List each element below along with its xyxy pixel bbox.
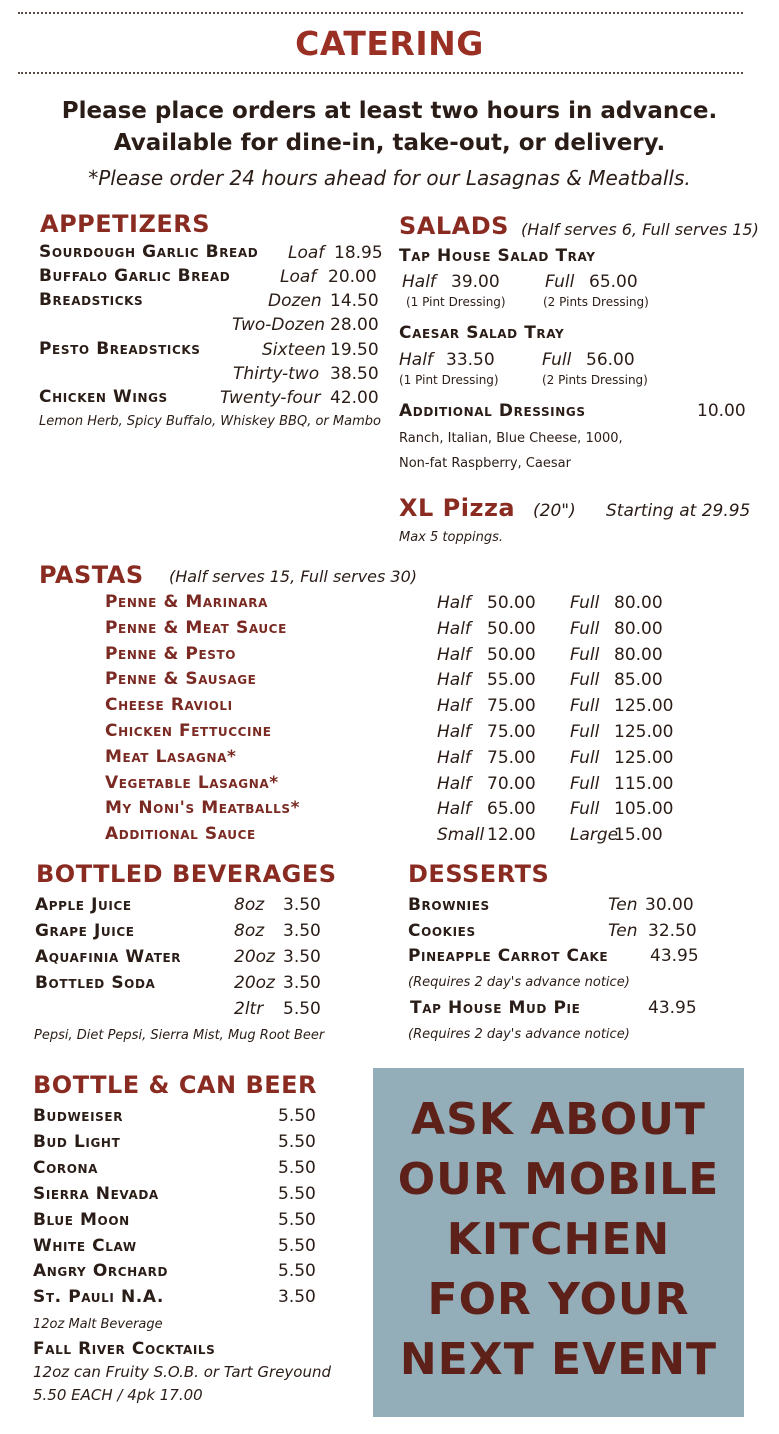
list-item: Sierra Nevada [33,1183,159,1204]
list-item: Penne & Sausage [105,669,257,690]
advance-notice-note: (Requires 2 day's advance notice) [408,1027,630,1042]
list-item: Brownies [408,895,490,915]
list-item: Bottled Soda [35,973,156,993]
pizza-note: Max 5 toppings. [399,530,503,545]
item-size: 2ltr [234,999,264,1019]
item-price: 15.00 [614,825,663,846]
half-label: Half [399,350,433,370]
additional-dressings: Additional Dressings [399,401,586,421]
item-price: 50.00 [487,644,536,665]
item-price: 55.00 [487,670,536,691]
pastas-title: PASTAS [39,561,144,589]
item-price: 75.00 [487,722,536,742]
dressings-price: 10.00 [697,401,746,421]
item-size: 20oz [234,947,275,967]
desserts-title: DESSERTS [408,860,550,888]
list-item: Vegetable Lasagna* [105,772,279,793]
list-item: Meat Lasagna* [105,746,237,767]
list-item: Breadsticks [39,290,144,310]
wings-flavors-note: Lemon Herb, Spicy Buffalo, Whiskey BBQ, or Mambo [39,414,381,429]
item-price: 12.00 [487,825,536,846]
item-price: 80.00 [614,593,663,613]
size-label: Half [437,670,471,691]
item-price: 3.50 [283,921,321,941]
item-price: 43.95 [648,998,697,1018]
pastas-serving-note: (Half serves 15, Full serves 30) [169,567,418,586]
item-price: 70.00 [487,773,536,794]
promo-line-2: OUR MOBILE [397,1154,720,1205]
cocktails-pricing: 5.50 EACH / 4pk 17.00 [33,1386,203,1404]
item-price: 5.50 [278,1106,316,1126]
promo-line-4: FOR YOUR [427,1274,690,1325]
list-item: Cheese Ravioli [105,695,233,716]
item-size: Thirty-two [233,364,320,384]
list-item: Tap House Mud Pie [410,998,581,1018]
item-price: 3.50 [283,973,321,993]
dressings-list-1: Ranch, Italian, Blue Cheese, 1000, [399,431,623,446]
size-label: Half [437,799,471,820]
item-size: Two-Dozen [232,315,326,335]
list-item: Grape Juice [35,921,135,941]
mobile-kitchen-promo [373,1068,744,1417]
size-label: Half [437,593,471,613]
promo-text [373,1090,744,1390]
list-item: Bud Light [33,1131,121,1152]
half-dressing-note: (1 Pint Dressing) [406,295,506,309]
item-price: 50.00 [487,593,536,613]
item-size: 8oz [234,921,265,941]
half-price: 39.00 [451,272,500,292]
item-price: 5.50 [278,1235,316,1256]
item-price: 125.00 [614,696,674,717]
title-divider [18,72,743,75]
top-divider [18,12,743,15]
list-item: Apple Juice [35,895,132,915]
item-price: 80.00 [614,618,663,639]
item-size: Loaf [280,267,317,287]
size-label: Full [570,696,600,717]
size-label: Small [437,825,485,846]
item-price: 20.00 [328,267,377,287]
item-price: 75.00 [487,747,536,768]
list-item: Cookies [408,921,476,941]
item-price: 105.00 [614,799,674,820]
full-price: 56.00 [586,350,635,370]
size-label: Full [570,644,600,665]
pizza-size: (20") [533,501,576,521]
half-label: Half [402,272,436,292]
item-price: 65.00 [487,799,536,820]
item-size: Dozen [268,291,322,311]
item-price: 3.50 [283,947,321,967]
intro-line-3: *Please order 24 hours ahead for our Lasagnas & Meatballs. [88,166,691,190]
list-item: White Claw [33,1235,137,1256]
list-item: St. Pauli N.A. [33,1287,164,1308]
size-label: Half [437,747,471,768]
list-item: My Noni's Meatballs* [105,798,301,819]
size-label: Half [437,773,471,794]
xl-pizza-title: XL Pizza [399,494,516,522]
salads-title: SALADS [399,212,509,240]
cocktails-description: 12oz can Fruity S.O.B. or Tart Greyound [33,1363,332,1381]
page-title: CATERING [295,24,484,63]
list-item: Pesto Breadsticks [39,339,201,359]
size-label: Large [570,825,619,846]
item-price: 32.50 [648,921,697,941]
item-size: Loaf [288,243,325,263]
half-price: 33.50 [446,350,495,370]
size-label: Full [570,593,600,613]
item-price: 85.00 [614,670,663,691]
bottle-can-beer-title: BOTTLE & CAN BEER [33,1071,318,1099]
list-item: Blue Moon [33,1209,130,1230]
soda-options-note: Pepsi, Diet Pepsi, Sierra Mist, Mug Root Beer [34,1028,325,1043]
item-price: 125.00 [614,747,674,768]
item-price: 125.00 [614,722,674,742]
pizza-price: Starting at 29.95 [606,501,751,521]
salads-serving-note: (Half serves 6, Full serves 15) [521,220,759,239]
full-price: 65.00 [589,272,638,292]
intro-line-1: Please place orders at least two hours in advance. [61,98,718,124]
malt-beverage-note: 12oz Malt Beverage [33,1317,163,1332]
full-label: Full [542,350,572,370]
item-size: Twenty-four [220,388,321,408]
list-item: Sourdough Garlic Bread [39,242,259,262]
list-item: Chicken Wings [39,387,168,407]
size-label: Half [437,644,471,665]
item-size: 20oz [234,973,275,993]
tap-house-salad-tray: Tap House Salad Tray [399,246,596,266]
advance-notice-note: (Requires 2 day's advance notice) [408,975,630,990]
item-price: 43.95 [650,946,699,966]
full-dressing-note: (2 Pints Dressing) [543,295,649,309]
appetizers-title: APPETIZERS [40,210,211,238]
list-item: Chicken Fettuccine [105,721,272,741]
item-price: 5.50 [278,1261,316,1282]
full-dressing-note: (2 Pints Dressing) [542,373,648,387]
item-price: 80.00 [614,644,663,665]
item-price: 115.00 [614,773,674,794]
item-price: 19.50 [330,340,379,360]
promo-line-5: NEXT EVENT [399,1334,718,1385]
size-label: Half [437,722,471,742]
list-item: Buffalo Garlic Bread [39,266,231,286]
size-label: Full [570,747,600,768]
item-size: 8oz [234,895,265,915]
list-item: Angry Orchard [33,1261,169,1282]
fall-river-cocktails: Fall River Cocktails [33,1339,216,1359]
item-price: 30.00 [645,895,694,915]
item-price: 28.00 [330,315,379,335]
item-price: 3.50 [278,1287,316,1308]
item-price: 18.95 [334,243,383,263]
item-price: 42.00 [330,388,379,408]
promo-line-1: ASK ABOUT [411,1094,706,1145]
item-price: 5.50 [283,999,321,1019]
list-item: Penne & Marinara [105,592,268,612]
size-label: Full [570,670,600,691]
item-price: 3.50 [283,895,321,915]
full-label: Full [545,272,575,292]
bottled-beverages-title: BOTTLED BEVERAGES [36,860,337,888]
size-label: Full [570,618,600,639]
size-label: Full [570,722,600,742]
size-label: Half [437,618,471,639]
promo-line-3: KITCHEN [446,1214,671,1265]
item-price: 5.50 [278,1157,316,1178]
list-item: Penne & Pesto [105,643,237,664]
item-price: 5.50 [278,1183,316,1204]
item-size: Ten [608,895,638,915]
list-item: Additional Sauce [105,824,256,845]
item-price: 75.00 [487,696,536,717]
list-item: Budweiser [33,1106,124,1126]
item-size: Ten [608,921,638,941]
list-item: Aquafinia Water [35,947,182,967]
item-size: Sixteen [262,340,326,360]
list-item: Pineapple Carrot Cake [408,946,609,966]
half-dressing-note: (1 Pint Dressing) [399,373,499,387]
caesar-salad-tray: Caesar Salad Tray [399,323,565,343]
dressings-list-2: Non-fat Raspberry, Caesar [399,456,571,471]
item-price: 14.50 [330,291,379,311]
intro-line-2: Available for dine-in, take-out, or delivery. [113,130,666,156]
item-price: 38.50 [330,364,379,384]
size-label: Full [570,773,600,794]
size-label: Half [437,696,471,717]
list-item: Corona [33,1157,99,1178]
item-price: 5.50 [278,1209,316,1230]
item-price: 5.50 [278,1131,316,1152]
item-price: 50.00 [487,618,536,639]
list-item: Penne & Meat Sauce [105,617,287,638]
size-label: Full [570,799,600,820]
